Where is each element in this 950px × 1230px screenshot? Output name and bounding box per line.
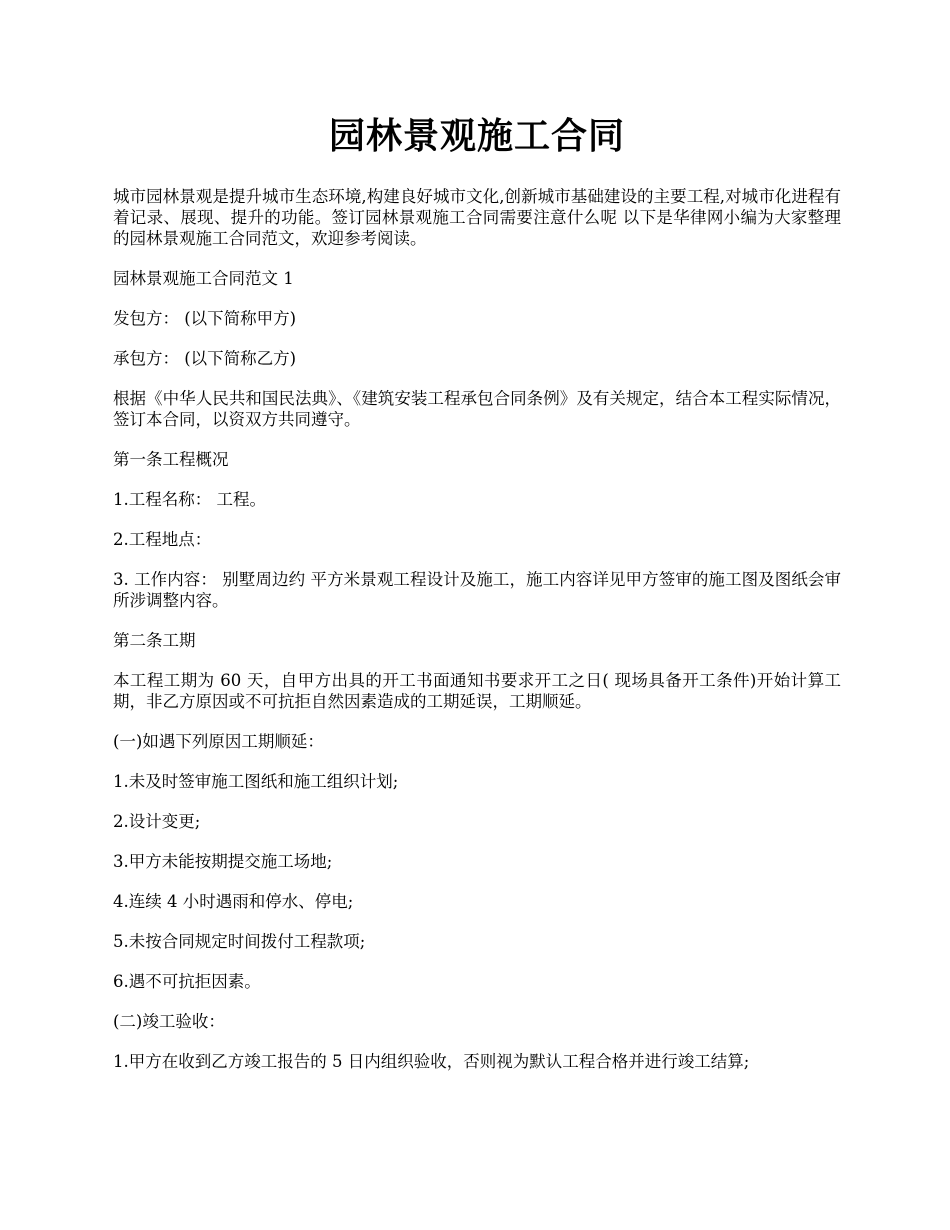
party-b-line: 承包方： (以下简称乙方) <box>113 349 297 368</box>
list-item: 4.连续 4 小时遇雨和停水、停电; <box>113 892 354 911</box>
list-item: 1.未及时签审施工图纸和施工组织计划; <box>113 772 399 791</box>
delay-reasons-heading: (一)如遇下列原因工期顺延： <box>113 732 324 751</box>
list-item: 3.甲方未能按期提交施工场地; <box>113 852 333 871</box>
acceptance-heading: (二)竣工验收： <box>113 1012 225 1031</box>
list-item: 1.甲方在收到乙方竣工报告的 5 日内组织验收，否则视为默认工程合格并进行竣工结算; <box>113 1052 750 1071</box>
list-item: 2.设计变更; <box>113 812 201 831</box>
intro-paragraph: 城市园林景观是提升城市生态环境,构建良好城市文化,创新城市基础建设的主要工程,对城市化进程有着记录、展现、提升的功能。签订园林景观施工合同需要注意什么呢 以下是华律网小编为大家整理的园林景观施工合同范文，欢迎参考阅读。 <box>113 187 841 248</box>
list-item: 6.遇不可抗拒因素。 <box>113 972 261 991</box>
document-page <box>113 110 841 1091</box>
section-heading-sample-1: 园林景观施工合同范文 1 <box>113 269 294 288</box>
project-location-line: 2.工程地点： <box>113 530 212 549</box>
article-2-heading: 第二条工期 <box>113 631 196 650</box>
list-item: 5.未按合同规定时间拨付工程款项; <box>113 932 366 951</box>
party-a-line: 发包方： (以下简称甲方) <box>113 309 297 328</box>
project-name-line: 1.工程名称： 工程。 <box>113 490 266 509</box>
document-title: 园林景观施工合同 <box>328 115 625 157</box>
schedule-paragraph: 本工程工期为 60 天，自甲方出具的开工书面通知书要求开工之日( 现场具备开工条件)开始计算工期，非乙方原因或不可抗拒自然因素造成的工期延误，工期顺延。 <box>113 671 841 711</box>
basis-paragraph: 根据《中华人民共和国民法典》、《建筑安装工程承包合同条例》及有关规定，结合本工程实际情况，签订本合同，以资双方共同遵守。 <box>113 389 841 429</box>
article-1-heading: 第一条工程概况 <box>113 450 229 469</box>
work-content-paragraph: 3. 工作内容： 别墅周边约 平方米景观工程设计及施工，施工内容详见甲方签审的施工图及图纸会审所涉调整内容。 <box>113 570 841 610</box>
